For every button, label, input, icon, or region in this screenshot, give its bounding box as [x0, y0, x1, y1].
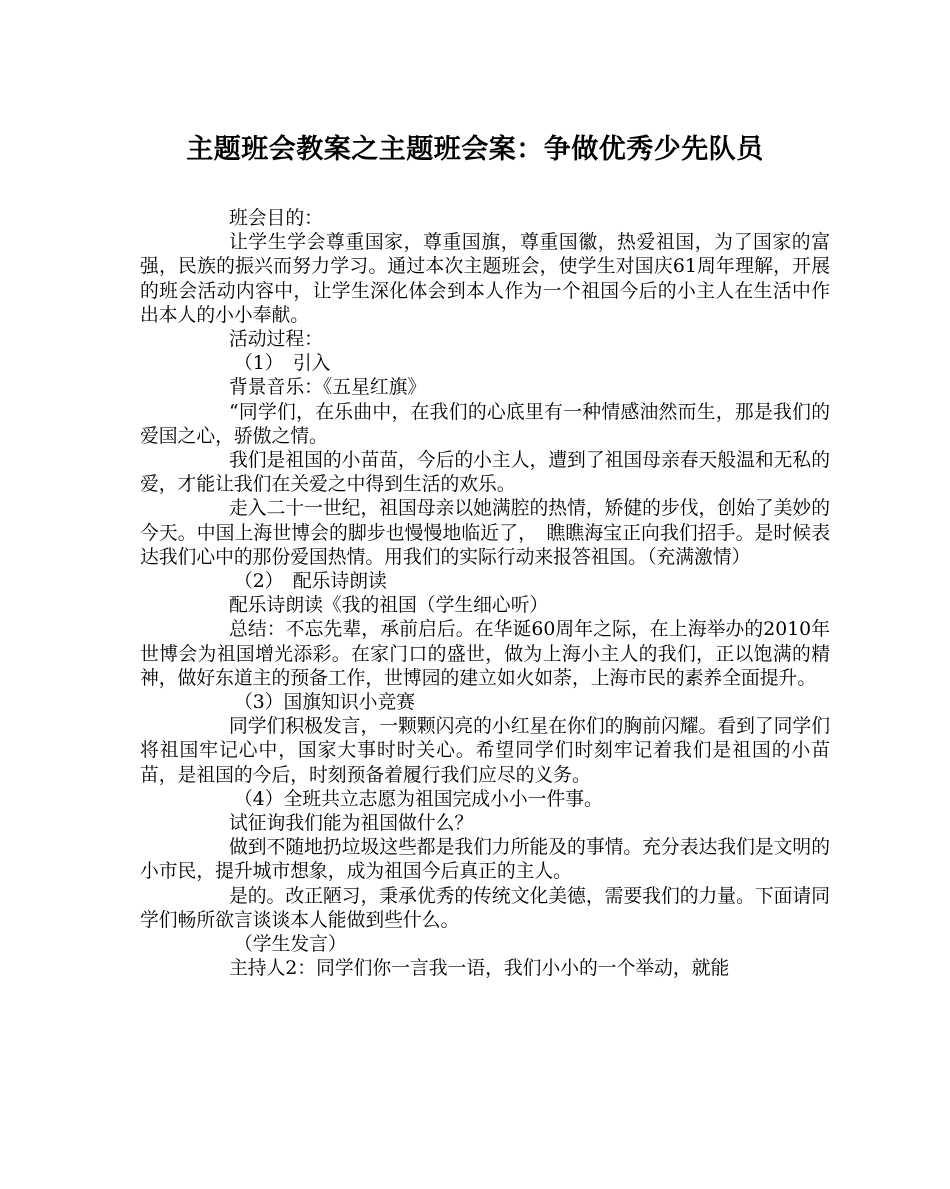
paragraph: 总结：不忘先辈，承前启后。在华诞60周年之际，在上海举办的2010年世博会为祖国增光添彩。在家门口的盛世，做为上海小主人的我们，正以饱满的精神，做好东道主的预备工作，世博园的建立如火如荼，上海市民的素养全面提升。 — [140, 619, 830, 689]
document-body — [140, 207, 830, 982]
paragraph: 主持人2：同学们你一言我一语，我们小小的一个举动，就能 — [229, 958, 730, 980]
section-heading: （1） 引入 — [234, 353, 331, 375]
paragraph: 是的。改正陋习，秉承优秀的传统文化美德，需要我们的力量。下面请同学们畅所欲言谈谈本人能做到些什么。 — [140, 885, 830, 931]
paragraph: 做到不随地扔垃圾这些都是我们力所能及的事情。充分表达我们是文明的小市民，提升城市想象，成为祖国今后真正的主人。 — [140, 837, 830, 883]
paragraph: （学生发言） — [234, 934, 347, 956]
paragraph: 班会目的： — [229, 208, 323, 229]
document-title: 主题班会教案之主题班会案：争做优秀少先队员 — [186, 134, 764, 165]
section-heading: （2） 配乐诗朗读 — [234, 571, 387, 593]
section-heading: （4）全班共立志愿为祖国完成小小一件事。 — [234, 788, 603, 810]
section-heading: （3）国旗知识小竞赛 — [234, 692, 415, 714]
paragraph: 活动过程： — [229, 329, 323, 351]
paragraph: 配乐诗朗读《我的祖国（学生细心听） — [229, 595, 549, 617]
paragraph: “同学们，在乐曲中，在我们的心底里有一种情感油然而生，那是我们的爱国之心，骄傲之情。 — [140, 401, 830, 447]
paragraph: 让学生学会尊重国家，尊重国旗，尊重国徽，热爱祖国，为了国家的富强，民族的振兴而努力学习。通过本次主题班会，使学生对国庆61周年理解，开展的班会活动内容中，让学生深化体会到本人作为一个祖国今后的小主人在生活中作出本人的小小奉献。 — [140, 232, 830, 326]
paragraph: 背景音乐：《五星红旗》 — [229, 377, 427, 399]
paragraph: 走入二十一世纪，祖国母亲以她满腔的热情，矫健的步伐，创始了美妙的今天。中国上海世博会的脚步也慢慢地临近了， 瞧瞧海宝正向我们招手。是时候表达我们心中的那份爱国热情。用我们的实际行动来报答祖国。（充满激情） — [140, 498, 830, 568]
paragraph: 我们是祖国的小苗苗，今后的小主人，遭到了祖国母亲春天般温和无私的爱，才能让我们在关爱之中得到生活的欢乐。 — [140, 450, 830, 496]
paragraph: 同学们积极发言，一颗颗闪亮的小红星在你们的胸前闪耀。看到了同学们将祖国牢记心中，国家大事时时关心。希望同学们时刻牢记着我们是祖国的小苗苗，是祖国的今后，时刻预备着履行我们应尽的义务。 — [140, 716, 830, 786]
paragraph: 试征询我们能为祖国做什么？ — [229, 813, 474, 835]
